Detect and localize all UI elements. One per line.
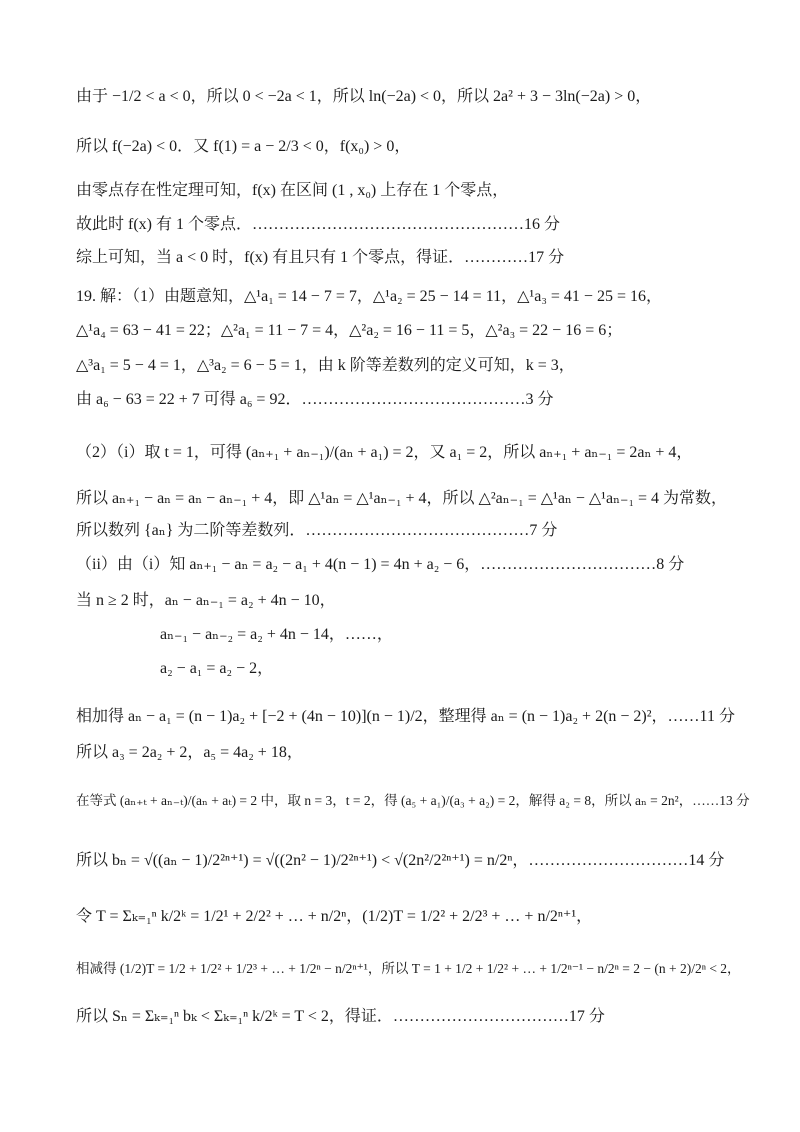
text-line-1: 由于 −1/2 < a < 0，所以 0 < −2a < 1，所以 ln(−2a) < 0，所以 2a² + 3 − 3ln(−2a) > 0，	[76, 88, 652, 105]
text-line-22: 相减得 (1/2)T = 1/2 + 1/2² + 1/2³ + … + 1/2ⁿ − n/2ⁿ⁺¹，所以 T = 1 + 1/2 + 1/2² + … + 1/2ⁿ⁻¹ − n/2ⁿ = 2 − (n + 2)/2ⁿ < 2，	[76, 961, 741, 976]
text-line-20: 所以 bₙ = √((aₙ − 1)/2²ⁿ⁺¹) = √((2n² − 1)/2²ⁿ⁺¹) < √(2n²/2²ⁿ⁺¹) = n/2ⁿ，…………………………14 分	[76, 852, 725, 869]
text-line-10: （2）（i）取 t = 1，可得 (aₙ₊₁ + aₙ₋₁)/(aₙ + a₁) = 2，又 a₁ = 2，所以 aₙ₊₁ + aₙ₋₁ = 2aₙ + 4，	[76, 444, 693, 461]
text-line-2: 所以 f(−2a) < 0．又 f(1) = a − 2/3 < 0，f(x₀) > 0，	[76, 138, 411, 155]
text-line-18: 所以 a₃ = 2a₂ + 2，a₅ = 4a₂ + 18，	[76, 744, 303, 761]
text-line-12: 所以数列 {aₙ} 为二阶等差数列．……………………………………7 分	[76, 522, 558, 539]
text-line-17: 相加得 aₙ − a₁ = (n − 1)a₂ + [−2 + (4n − 10)](n − 1)/2，整理得 aₙ = (n − 1)a₂ + 2(n − 2)²，……11 分	[76, 708, 735, 725]
text-line-11: 所以 aₙ₊₁ − aₙ = aₙ − aₙ₋₁ + 4，即 △¹aₙ = △¹aₙ₋₁ + 4，所以 △²aₙ₋₁ = △¹aₙ − △¹aₙ₋₁ = 4 为常数，	[76, 490, 728, 507]
text-line-6: 19. 解：（1）由题意知，△¹a₁ = 14 − 7 = 7，△¹a₂ = 25 − 14 = 11，△¹a₃ = 41 − 25 = 16，	[76, 288, 662, 305]
text-line-9: 由 a₆ − 63 = 22 + 7 可得 a₆ = 92．……………………………………3 分	[76, 391, 554, 408]
text-line-14: 当 n ≥ 2 时，aₙ − aₙ₋₁ = a₂ + 4n − 10，	[76, 592, 336, 609]
text-line-8: △³a₁ = 5 − 4 = 1，△³a₂ = 6 − 5 = 1，由 k 阶等差数列的定义可知，k = 3，	[76, 357, 575, 374]
text-line-19: 在等式 (aₙ₊ₜ + aₙ₋ₜ)/(aₙ + aₜ) = 2 中，取 n = 3，t = 2，得 (a₅ + a₁)/(a₃ + a₂) = 2，解得 a₂ = 8，所以 aₙ = 2n²，……13 分	[76, 793, 750, 808]
text-line-7: △¹a₄ = 63 − 41 = 22；△²a₁ = 11 − 7 = 4，△²a₂ = 16 − 11 = 5，△²a₃ = 22 − 16 = 6；	[76, 322, 623, 339]
text-line-4: 故此时 f(x) 有 1 个零点．……………………………………………16 分	[76, 216, 560, 233]
text-line-15: aₙ₋₁ − aₙ₋₂ = a₂ + 4n − 14，……，	[160, 626, 393, 643]
text-line-16: a₂ − a₁ = a₂ − 2，	[160, 660, 274, 677]
text-line-5: 综上可知，当 a < 0 时，f(x) 有且只有 1 个零点，得证．…………17 分	[76, 249, 565, 266]
text-line-21: 令 T = Σₖ₌₁ⁿ k/2ᵏ = 1/2¹ + 2/2² + … + n/2ⁿ，(1/2)T = 1/2² + 2/2³ + … + n/2ⁿ⁺¹，	[76, 908, 593, 925]
text-line-13: （ii）由（i）知 aₙ₊₁ − aₙ = a₂ − a₁ + 4(n − 1) = 4n + a₂ − 6，……………………………8 分	[76, 556, 685, 573]
text-line-23: 所以 Sₙ = Σₖ₌₁ⁿ bₖ < Σₖ₌₁ⁿ k/2ᵏ = T < 2，得证．……………………………17 分	[76, 1008, 605, 1025]
text-line-3: 由零点存在性定理可知，f(x) 在区间 (1 , x₀) 上存在 1 个零点，	[76, 182, 509, 199]
